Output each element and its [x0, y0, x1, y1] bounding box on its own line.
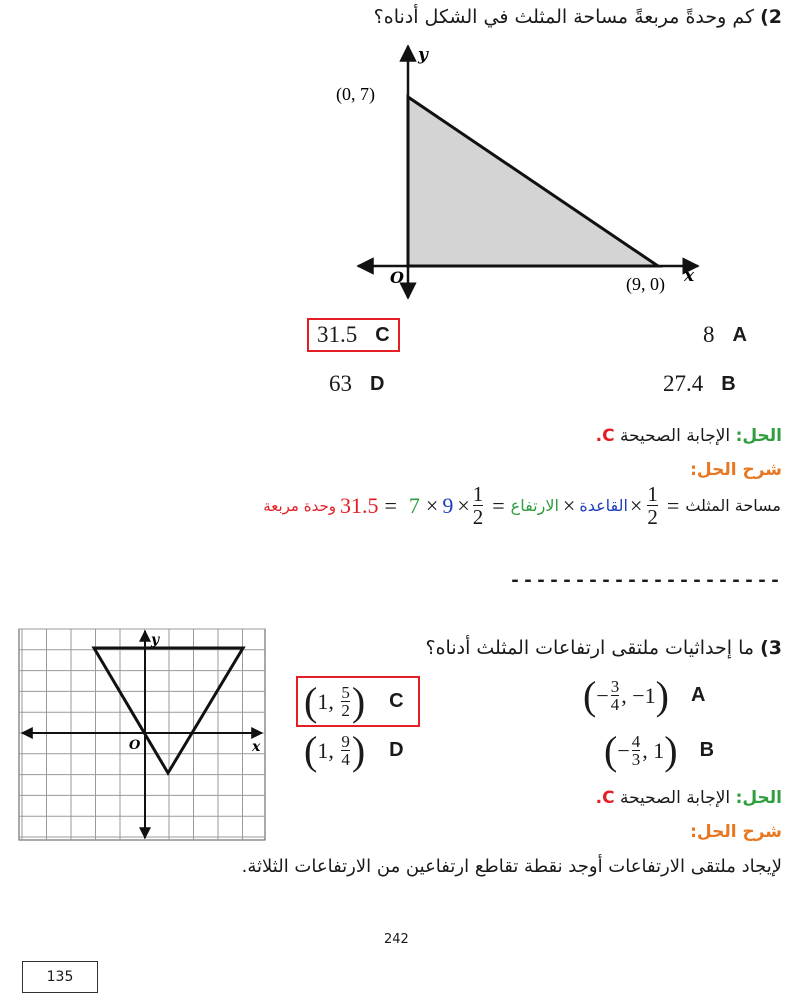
solution-text: الإجابة الصحيحة — [619, 788, 731, 808]
denominator: 2 — [472, 505, 484, 530]
choice-value: 31.5 — [317, 322, 358, 347]
choice-letter: A — [691, 684, 706, 706]
formula-result: 31.5 — [339, 492, 379, 518]
page-box-number: 135 — [46, 969, 74, 985]
minus-sign: − — [596, 682, 609, 708]
open-paren: ( — [604, 728, 618, 773]
solution-letter: C. — [595, 788, 615, 808]
point-label-top: (0, 7) — [336, 84, 375, 104]
denominator: 2 — [647, 505, 658, 530]
question-2-title — [62, 6, 782, 28]
formula-height-val: 7 — [408, 492, 420, 518]
triangle-figure — [330, 40, 710, 305]
formula-base-word: القاعدة — [579, 496, 628, 516]
minus-sign: − — [617, 737, 630, 763]
y-axis-label: y — [151, 632, 160, 648]
solution-line — [596, 426, 782, 446]
choice-fraction — [341, 684, 350, 719]
choice-fraction — [611, 678, 620, 713]
formula-times: × — [457, 492, 470, 518]
question-3-title — [262, 637, 782, 659]
comma: , — [328, 737, 340, 763]
choice-y: −1 — [632, 682, 656, 708]
choice-x: 1 — [317, 688, 329, 714]
formula-area-text: مساحة المثلث — [685, 496, 781, 516]
close-paren: ) — [351, 728, 366, 773]
choice-fraction — [341, 733, 350, 768]
numerator: 1 — [472, 482, 484, 506]
numerator: 4 — [631, 732, 641, 751]
choice-letter: A — [732, 323, 747, 346]
origin-label: O — [129, 738, 141, 753]
formula-eq: = — [384, 492, 397, 518]
y-axis-label: y — [418, 45, 428, 65]
question-text: ما إحداثيات ملتقى ارتفاعات المثلث أدناه؟ — [425, 637, 755, 659]
solution-line — [596, 788, 782, 808]
formula-times: × — [425, 492, 439, 518]
fraction-half — [647, 483, 658, 528]
area-formula — [36, 483, 781, 528]
comma: , — [642, 737, 654, 763]
explanation-label: شرح الحل: — [690, 460, 782, 480]
choice-value: 8 — [703, 322, 715, 347]
formula-eq: = — [666, 492, 680, 518]
formula-height-word: الارتفاع — [510, 496, 559, 516]
explanation-text: لإيجاد ملتقى الارتفاعات أوجد نقطة تقاطع ارتفاعين من الارتفاعات الثلاثة. — [241, 856, 782, 877]
grid-figure — [18, 628, 266, 841]
fraction-half — [473, 483, 484, 528]
shaded-triangle — [408, 97, 658, 266]
page-box — [22, 961, 98, 993]
choice-letter: C — [375, 323, 390, 346]
choice-letter: D — [389, 739, 404, 761]
formula-times: × — [562, 492, 576, 518]
solution-label: الحل: — [735, 426, 782, 446]
formula-times: × — [629, 492, 643, 518]
question-number: 3) — [760, 637, 782, 659]
solution-letter: C. — [595, 426, 615, 446]
choice-letter: B — [721, 372, 736, 395]
denominator: 3 — [631, 750, 641, 769]
choice-a[interactable] — [703, 322, 747, 348]
open-paren: ( — [304, 679, 318, 724]
choice-letter: B — [699, 739, 715, 761]
close-paren: ) — [351, 679, 366, 724]
explanation-label: شرح الحل: — [690, 822, 782, 842]
choice-c[interactable] — [296, 676, 420, 727]
numerator: 9 — [341, 732, 350, 751]
choice-c[interactable] — [307, 318, 400, 352]
choice-d[interactable] — [304, 727, 404, 774]
close-paren: ) — [664, 728, 678, 773]
choice-value: 27.4 — [663, 371, 704, 396]
open-paren: ( — [583, 673, 597, 718]
choice-letter: C — [389, 690, 404, 712]
numerator: 3 — [610, 677, 620, 696]
question-number: 2) — [760, 6, 782, 28]
solution-text: الإجابة الصحيحة — [619, 426, 731, 446]
denominator: 2 — [341, 701, 350, 720]
choice-b[interactable] — [663, 371, 736, 397]
choice-y: 1 — [653, 737, 665, 763]
origin-label: O — [390, 268, 404, 287]
choice-b[interactable] — [604, 727, 714, 774]
numerator: 5 — [341, 683, 350, 702]
choice-x: 1 — [317, 737, 329, 763]
formula-eq: = — [492, 492, 505, 518]
choice-fraction — [632, 733, 641, 768]
close-paren: ) — [655, 673, 669, 718]
choice-d[interactable] — [329, 371, 384, 397]
choice-a[interactable] — [583, 672, 705, 719]
question-text: كم وحدةً مربعةً مساحة المثلث في الشكل أدناه؟ — [373, 6, 755, 28]
solution-label: الحل: — [735, 788, 782, 808]
x-axis-label: x — [684, 266, 695, 286]
denominator: 4 — [610, 695, 620, 714]
x-axis-label: x — [252, 739, 261, 755]
formula-unit: وحدة مربعة — [263, 496, 336, 515]
denominator: 4 — [341, 750, 350, 769]
formula-base-val: 9 — [442, 492, 454, 518]
choice-value: 63 — [329, 371, 352, 396]
open-paren: ( — [304, 728, 318, 773]
numerator: 1 — [647, 482, 658, 506]
comma: , — [328, 688, 340, 714]
choice-letter: D — [370, 372, 385, 395]
point-label-right: (9, 0) — [626, 274, 665, 294]
separator: --------------------- — [508, 570, 782, 593]
comma: , — [621, 682, 633, 708]
page-number: 242 — [384, 932, 409, 947]
